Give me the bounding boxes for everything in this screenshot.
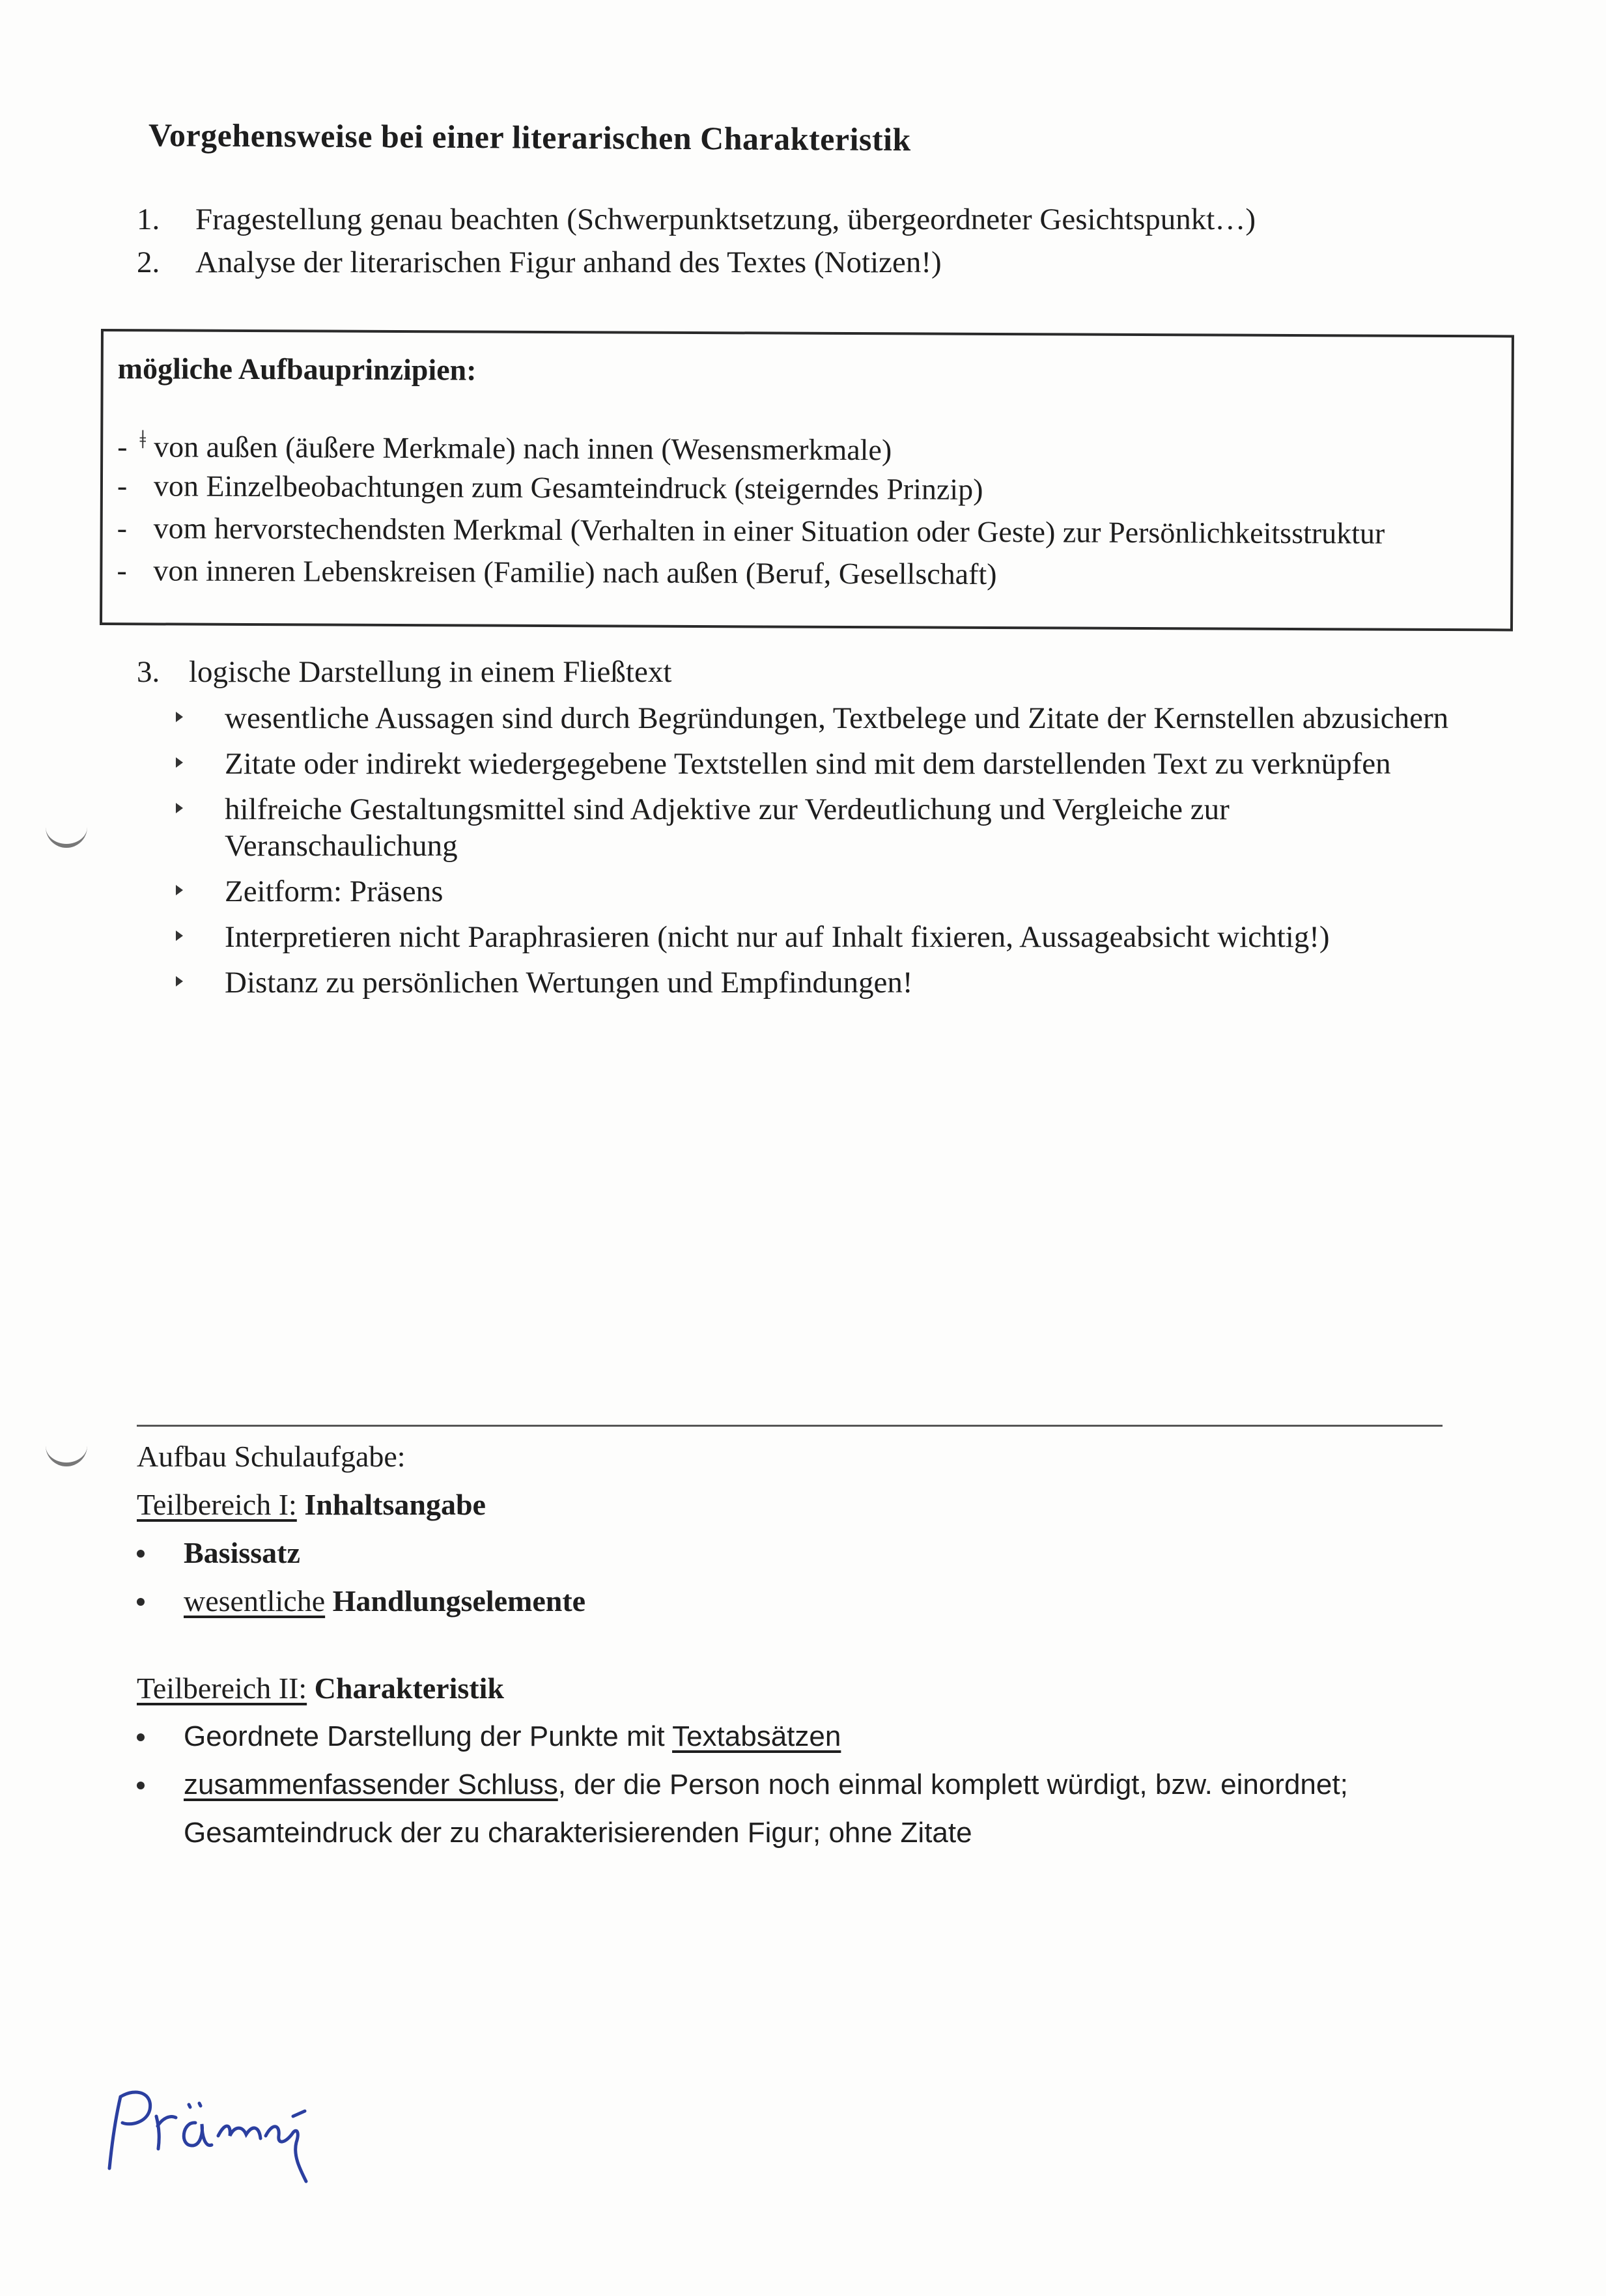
bullet-text: Basissatz — [184, 1536, 300, 1569]
part1-heading — [137, 1481, 1439, 1529]
arrow-bullet-icon — [176, 931, 183, 941]
schulaufgabe-heading: Aufbau Schulaufgabe: — [137, 1440, 406, 1473]
bullet-item — [137, 1577, 1439, 1625]
point-text: hilfreiche Gestaltungsmittel sind Adjektive zur Verdeutlichung und Vergleiche zur Veranschaulichung — [225, 792, 1230, 863]
bullet-item — [137, 1713, 1439, 1761]
bullet-item — [137, 1761, 1439, 1857]
point-text: wesentliche Aussagen sind durch Begründungen, Textbelege und Zitate der Kernstellen abzusichern — [225, 701, 1449, 735]
punch-hole-icon — [46, 822, 87, 848]
spacer — [137, 1625, 1439, 1664]
bullet-dot-icon — [137, 1782, 145, 1789]
bullet-dot-icon — [137, 1733, 145, 1741]
handwritten-note — [98, 2071, 358, 2188]
arrow-bullet-icon — [176, 757, 183, 768]
arrow-bullet-icon — [176, 803, 183, 813]
dash-marker: - — [117, 469, 128, 503]
bullet-text-continued: Gesamteindruck der zu charakterisierenden Figur; ohne Zitate — [184, 1817, 972, 1849]
bullet-text-underlined: zusammenfassender Schluss — [184, 1769, 558, 1800]
dash-marker: - — [117, 511, 128, 545]
schulaufgabe-section — [137, 1433, 1439, 1857]
arrow-list-item — [176, 919, 1478, 955]
bullet-item — [137, 1529, 1439, 1577]
arrow-bullet-icon — [176, 976, 183, 987]
principle-item — [117, 553, 996, 591]
strikethrough-mark: ǂ — [139, 425, 147, 455]
principle-text: von Einzelbeobachtungen zum Gesamteindruck (steigerndes Prinzip) — [153, 469, 983, 506]
arrow-list-item — [176, 791, 1478, 864]
arrow-list-item — [176, 964, 1478, 1001]
principle-text: vom hervorstechendsten Merkmal (Verhalten in einer Situation oder Geste) zur Persönlichkeitsstruktur — [153, 511, 1385, 550]
principle-text: von inneren Lebenskreisen (Familie) nach außen (Beruf, Gesellschaft) — [153, 553, 997, 591]
bullet-dot-icon — [137, 1598, 145, 1606]
principle-item — [117, 425, 892, 467]
bullet-text-underlined: Textabsätzen — [672, 1720, 841, 1752]
bullet-text: , der die Person noch einmal komplett würdigt, bzw. einordnet; — [557, 1769, 1348, 1800]
part1-label: Teilbereich I: — [137, 1488, 297, 1521]
principles-heading: mögliche Aufbauprinzipien: — [117, 352, 477, 387]
arrow-list-item — [176, 700, 1478, 736]
step-number: 3. — [137, 655, 160, 689]
part2-heading — [137, 1664, 1439, 1713]
dash-marker: - — [117, 430, 128, 464]
bullet-text-bold: Handlungselemente — [332, 1584, 586, 1617]
arrow-bullet-icon — [176, 885, 183, 895]
page-title: Vorgehensweise bei einer literarischen Charakteristik — [148, 117, 911, 158]
arrow-list-item — [176, 746, 1478, 782]
horizontal-divider — [137, 1425, 1443, 1427]
dash-marker: - — [117, 553, 127, 587]
part1-title: Inhaltsangabe — [304, 1488, 486, 1521]
part2-label: Teilbereich II: — [137, 1672, 307, 1705]
bullet-text: Geordnete Darstellung der Punkte mit — [184, 1720, 665, 1752]
bullet-dot-icon — [137, 1550, 145, 1558]
step-text: Analyse der literarischen Figur anhand des Textes (Notizen!) — [195, 245, 942, 279]
step-text: Fragestellung genau beachten (Schwerpunktsetzung, übergeordneter Gesichtspunkt…) — [195, 203, 1256, 236]
step-3-points — [176, 700, 1478, 1010]
step-number: 1. — [137, 203, 160, 236]
principle-item — [117, 468, 983, 507]
part2-title: Charakteristik — [314, 1672, 504, 1705]
arrow-list-item — [176, 873, 1478, 910]
principles-box — [100, 329, 1514, 631]
point-text: Zitate oder indirekt wiedergegebene Textstellen sind mit dem darstellenden Text zu verknüpfen — [225, 747, 1391, 781]
principle-text: von außen (äußere Merkmale) nach innen (Wesensmerkmale) — [154, 430, 892, 467]
point-text: Zeitform: Präsens — [225, 875, 444, 908]
bullet-text-underlined: wesentliche — [184, 1584, 326, 1617]
arrow-bullet-icon — [176, 712, 183, 722]
step-number: 2. — [137, 245, 160, 279]
point-text: Distanz zu persönlichen Wertungen und Empfindungen! — [225, 966, 913, 1000]
step-text: logische Darstellung in einem Fließtext — [189, 655, 672, 689]
handwriting-text: Präsens — [104, 2182, 113, 2185]
punch-hole-icon — [46, 1440, 87, 1466]
principle-item — [117, 511, 1385, 550]
point-text: Interpretieren nicht Paraphrasieren (nicht nur auf Inhalt fixieren, Aussageabsicht wichtig!) — [225, 920, 1330, 954]
